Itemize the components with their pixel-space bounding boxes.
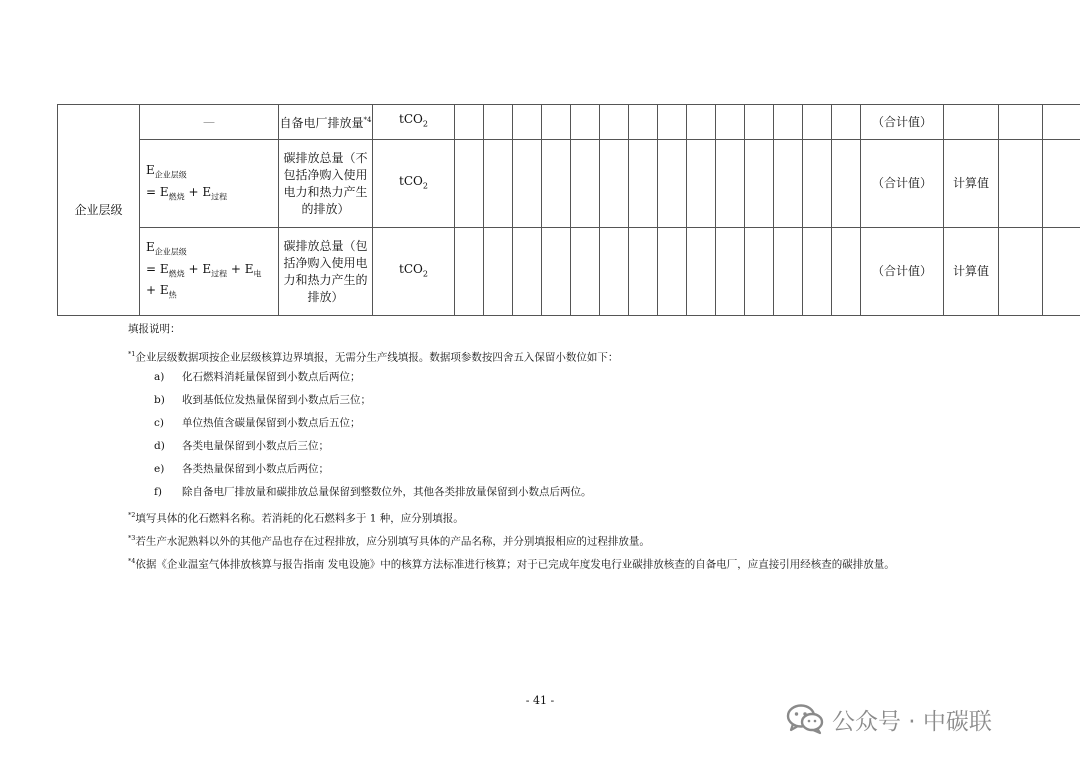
footnote-1 xyxy=(128,347,618,365)
formula-symbol: E xyxy=(146,240,155,255)
formula-cell xyxy=(140,228,279,316)
footnote-text: 若生产水泥熟料以外的其他产品也存在过程排放，应分别填写具体的产品名称，并分别填报相应的过程排放量。 xyxy=(135,535,650,548)
footnote-marker: *3 xyxy=(128,534,136,542)
data-cell xyxy=(571,140,600,228)
formula-cell: — xyxy=(140,105,279,140)
row-header-enterprise-level: 企业层级 xyxy=(58,105,140,316)
formula-symbol: + E xyxy=(227,261,254,276)
data-cell xyxy=(1043,140,1080,228)
data-cell xyxy=(803,140,832,228)
data-cell xyxy=(832,105,861,140)
unit-cell xyxy=(373,105,455,140)
description-text: 碳排放总量（包括净购入使用电力和热力产生的排放） xyxy=(283,238,368,304)
data-cell xyxy=(716,228,745,316)
data-cell xyxy=(513,105,542,140)
wechat-icon xyxy=(786,703,824,735)
unit-subscript: 2 xyxy=(422,119,428,129)
watermark-text: 公众号 · 中碳联 xyxy=(832,708,992,735)
data-cell xyxy=(687,140,716,228)
formula-subscript: 企业层级 xyxy=(154,247,187,257)
data-cell xyxy=(745,228,774,316)
description-text: 碳排放总量（不包括净购入使用电力和热力产生的排放） xyxy=(283,150,368,216)
data-cell xyxy=(999,140,1043,228)
data-cell xyxy=(629,105,658,140)
list-item-label: c) xyxy=(154,417,164,429)
list-item xyxy=(154,393,371,407)
formula-subscript: 企业层级 xyxy=(154,170,187,180)
table-row xyxy=(58,140,1080,228)
list-item-text: 收到基低位发热量保留到小数点后三位； xyxy=(182,394,371,406)
footnote-marker: *4 xyxy=(128,557,136,565)
data-cell xyxy=(774,228,803,316)
data-cell xyxy=(745,140,774,228)
data-cell xyxy=(774,105,803,140)
description-cell xyxy=(279,105,373,140)
data-cell xyxy=(542,140,571,228)
list-item-label: e) xyxy=(154,463,165,475)
footnote-marker: *1 xyxy=(128,350,136,358)
data-cell xyxy=(629,228,658,316)
formula-symbol: + E xyxy=(184,184,212,199)
list-item-label: b) xyxy=(154,394,165,406)
description-cell xyxy=(279,140,373,228)
data-cell xyxy=(513,228,542,316)
formula-subscript: 电 xyxy=(253,269,262,279)
total-cell: （合计值） xyxy=(861,228,944,316)
formula-symbol: E xyxy=(146,163,155,178)
calc-cell: 计算值 xyxy=(944,228,999,316)
data-cell xyxy=(455,140,484,228)
unit-subscript: 2 xyxy=(422,181,428,191)
data-cell xyxy=(484,140,513,228)
formula-subscript: 燃烧 xyxy=(168,191,185,201)
notes-heading: 填报说明： xyxy=(128,323,181,335)
formula-subscript: 热 xyxy=(168,290,177,300)
unit-cell xyxy=(373,140,455,228)
list-item-text: 单位热值含碳量保留到小数点后五位； xyxy=(182,417,361,429)
list-item-text: 各类电量保留到小数点后三位； xyxy=(182,440,329,452)
data-cell xyxy=(571,228,600,316)
footnote-text: 填写具体的化石燃料名称。若消耗的化石燃料多于 1 种，应分别填报。 xyxy=(135,512,464,525)
formula-subscript: 过程 xyxy=(211,191,228,201)
description-cell xyxy=(279,228,373,316)
data-cell xyxy=(600,105,629,140)
data-cell xyxy=(600,140,629,228)
unit-text: tCO xyxy=(399,173,423,188)
formula-cell xyxy=(140,140,279,228)
list-item-text: 化石燃料消耗量保留到小数点后两位； xyxy=(182,371,361,383)
list-item xyxy=(154,439,329,453)
list-item-label: a) xyxy=(154,371,165,383)
list-item xyxy=(154,370,361,384)
data-cell xyxy=(687,228,716,316)
data-cell xyxy=(513,140,542,228)
data-cell xyxy=(774,140,803,228)
calc-cell xyxy=(944,105,999,140)
data-cell xyxy=(484,228,513,316)
formula-symbol: = E xyxy=(146,184,169,199)
data-cell xyxy=(1043,228,1080,316)
data-cell xyxy=(542,105,571,140)
calc-cell: 计算值 xyxy=(944,140,999,228)
data-cell xyxy=(1043,105,1080,140)
data-cell xyxy=(803,105,832,140)
watermark xyxy=(786,701,992,737)
list-item-label: d) xyxy=(154,440,165,452)
list-item xyxy=(154,416,361,430)
list-item-text: 除自备电厂排放量和碳排放总量保留到整数位外，其他各类排放量保留到小数点后两位。 xyxy=(182,486,592,498)
data-cell xyxy=(455,105,484,140)
data-cell xyxy=(716,140,745,228)
unit-text: tCO xyxy=(399,112,423,127)
data-cell xyxy=(999,228,1043,316)
footnote-4 xyxy=(128,554,895,572)
list-item-label: f) xyxy=(154,486,162,498)
data-cell xyxy=(629,140,658,228)
data-cell xyxy=(600,228,629,316)
footnote-text: 企业层级数据项按企业层级核算边界填报，无需分生产线填报。数据项参数按四舍五入保留小数位如下： xyxy=(135,351,619,364)
data-cell xyxy=(542,228,571,316)
data-cell xyxy=(745,105,774,140)
unit-text: tCO xyxy=(399,261,423,276)
unit-cell xyxy=(373,228,455,316)
footnote-text: 依据《企业温室气体排放核算与报告指南 发电设施》中的核算方法标准进行核算；对于已完成年度发电行业碳排放核查的自备电厂，应直接引用经核查的碳排放量。 xyxy=(135,558,895,571)
data-cell xyxy=(658,140,687,228)
table-row xyxy=(58,228,1080,316)
data-cell xyxy=(716,105,745,140)
emissions-table xyxy=(57,104,1080,316)
data-cell xyxy=(484,105,513,140)
data-cell xyxy=(455,228,484,316)
data-cell xyxy=(999,105,1043,140)
list-item-text: 各类热量保留到小数点后两位； xyxy=(182,463,329,475)
formula-symbol: = E xyxy=(146,261,169,276)
unit-subscript: 2 xyxy=(422,269,428,279)
page-number: - 41 - xyxy=(525,694,555,707)
footnote-marker: *4 xyxy=(363,116,372,124)
description-text: 自备电厂排放量 xyxy=(279,116,364,130)
data-cell xyxy=(658,228,687,316)
formula-subscript: 燃烧 xyxy=(168,269,185,279)
data-cell xyxy=(658,105,687,140)
total-cell: （合计值） xyxy=(861,105,944,140)
list-item xyxy=(154,462,329,476)
formula-symbol: + E xyxy=(184,261,212,276)
total-cell: （合计值） xyxy=(861,140,944,228)
footnote-3 xyxy=(128,531,650,549)
table-row xyxy=(58,105,1080,140)
footnote-2 xyxy=(128,508,464,526)
data-cell xyxy=(803,228,832,316)
list-item xyxy=(154,485,592,499)
formula-symbol: + E xyxy=(146,283,169,298)
data-cell xyxy=(687,105,716,140)
data-cell xyxy=(832,140,861,228)
formula-subscript: 过程 xyxy=(211,269,228,279)
footnote-marker: *2 xyxy=(128,511,136,519)
data-cell xyxy=(571,105,600,140)
data-cell xyxy=(832,228,861,316)
